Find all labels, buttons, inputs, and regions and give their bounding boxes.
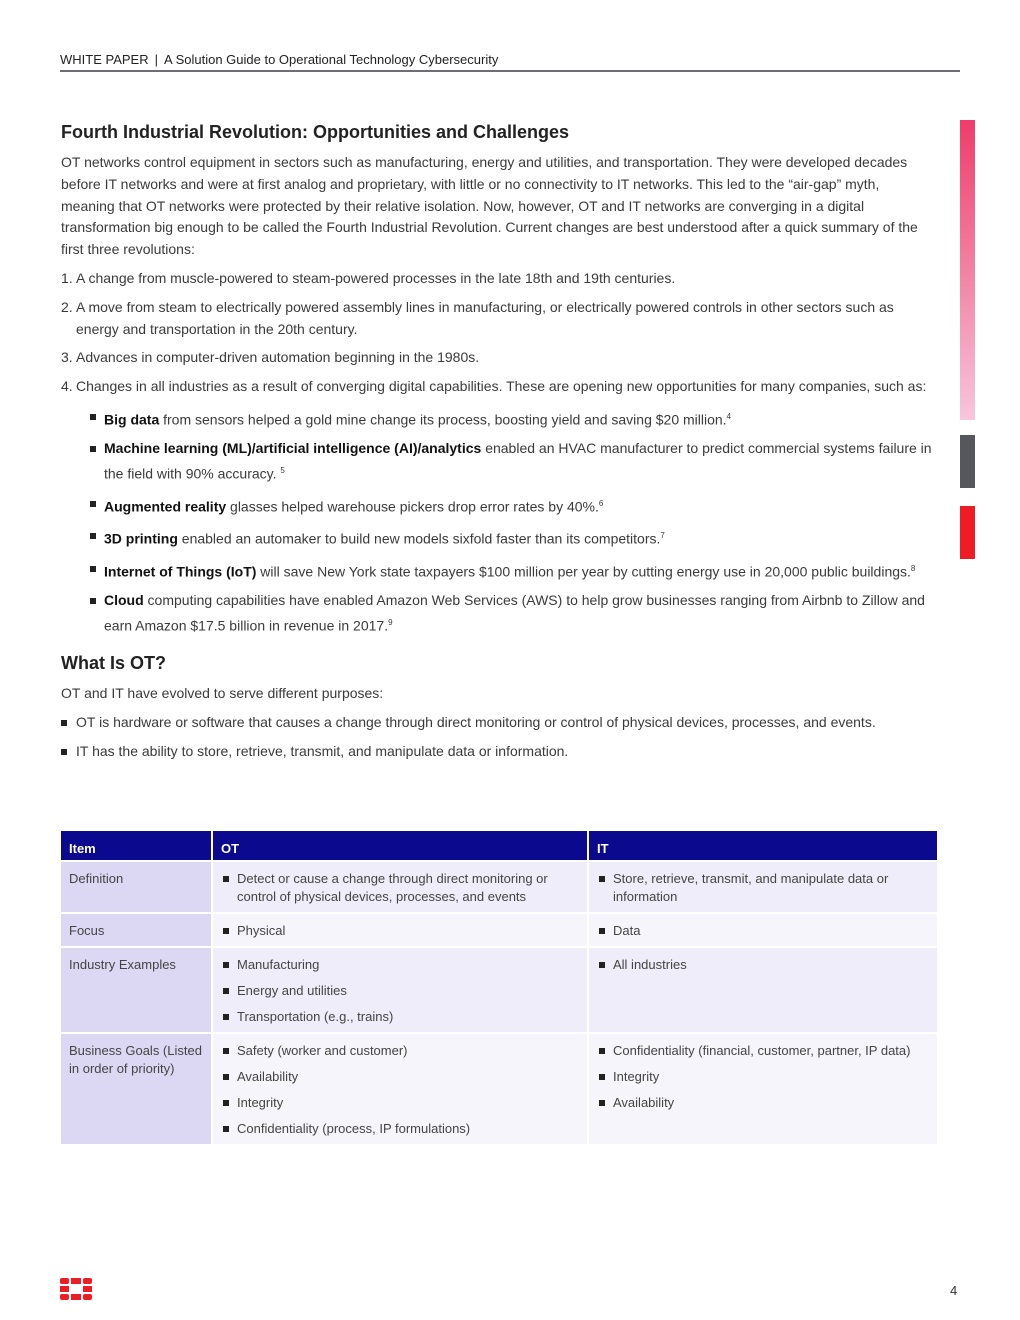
example-term: Internet of Things (IoT) xyxy=(104,563,257,580)
ot-it-bullets xyxy=(61,712,936,763)
list-item xyxy=(76,406,936,431)
example-term: Cloud xyxy=(104,592,144,609)
footnote-ref: 7 xyxy=(660,531,665,541)
revolution-intro: OT networks control equipment in sectors such as manufacturing, energy and utilities, and transportation. They were developed decades before IT networks and were at first analog and proprietary, with little or no connectivity to IT networks. This led to the “air-gap” myth, meaning that OT networks were protected by their relative isolation. Now, however, OT and IT networks are converging in a digital transformation big enough to be called the Fourth Industrial Revolution. Current changes are best understood after a quick summary of the first three revolutions: xyxy=(61,154,918,258)
example-text: enabled an HVAC manufacturer to predict commercial systems failure in the field with 90% accuracy. xyxy=(104,440,932,482)
ot-intro: OT and IT have evolved to serve different purposes: xyxy=(61,685,384,702)
table-row xyxy=(61,913,938,947)
example-text: from sensors helped a gold mine change its process, boosting yield and saving $20 million. xyxy=(159,411,727,428)
column-header-it: IT xyxy=(588,831,938,861)
list-item: Energy and utilities xyxy=(221,982,579,1000)
list-item: Store, retrieve, transmit, and manipulate data or information xyxy=(597,870,929,906)
example-text: enabled an automaker to build new models sixfold faster than its competitors. xyxy=(177,530,661,547)
list-item xyxy=(76,558,936,583)
list-item: Integrity xyxy=(597,1068,929,1086)
footnote-ref: 8 xyxy=(910,563,916,573)
list-item xyxy=(76,493,936,518)
list-item: Integrity xyxy=(221,1094,579,1112)
list-item xyxy=(76,525,936,550)
list-item: Manufacturing xyxy=(221,956,579,974)
list-item xyxy=(61,347,936,369)
section-heading-revolution: Fourth Industrial Revolution: Opportunities and Challenges xyxy=(61,122,570,142)
list-item: Safety (worker and customer) xyxy=(221,1042,579,1060)
example-text: glasses helped warehouse pickers drop error rates by 40%. xyxy=(226,498,599,515)
row-label: Industry Examples xyxy=(61,947,212,1033)
table-header-row xyxy=(61,831,938,861)
footnote-ref: 5 xyxy=(280,466,285,476)
example-text: will save New York state taxpayers $100 million per year by cutting energy use in 20,000 public buildings. xyxy=(256,563,911,580)
accent-bar-gray xyxy=(960,435,975,488)
list-number: 2. xyxy=(61,298,73,315)
footnote-ref: 4 xyxy=(726,411,732,421)
ot-cell xyxy=(212,913,588,947)
it-cell xyxy=(588,1033,938,1144)
table-row xyxy=(61,861,938,913)
ot-cell xyxy=(212,861,588,913)
list-item: Transportation (e.g., trains) xyxy=(221,1008,579,1026)
example-term: 3D printing xyxy=(104,530,178,547)
ot-cell xyxy=(212,1033,588,1144)
list-item: Data xyxy=(597,922,929,940)
list-number: 3. xyxy=(61,349,73,366)
opportunity-list xyxy=(76,406,936,637)
list-item xyxy=(76,438,936,485)
list-item: IT has the ability to store, retrieve, transmit, and manipulate data or information. xyxy=(61,741,936,763)
example-term: Big data xyxy=(104,411,160,428)
it-cell xyxy=(588,947,938,1033)
list-item: All industries xyxy=(597,956,929,974)
list-item: OT is hardware or software that causes a change through direct monitoring or control of physical devices, processes, and events. xyxy=(61,712,936,734)
row-label: Focus xyxy=(61,913,212,947)
column-header-ot: OT xyxy=(212,831,588,861)
list-text: Changes in all industries as a result of converging digital capabilities. These are opening new opportunities for many companies, such as: xyxy=(76,378,927,395)
list-item xyxy=(76,590,936,637)
page-header xyxy=(60,52,960,72)
it-cell xyxy=(588,913,938,947)
list-item: Confidentiality (process, IP formulations) xyxy=(221,1120,579,1138)
list-text: Advances in computer-driven automation beginning in the 1980s. xyxy=(76,349,480,366)
ot-it-comparison-table xyxy=(61,831,939,1144)
row-label: Business Goals (Listed in order of priority) xyxy=(61,1033,212,1144)
list-item xyxy=(61,376,936,637)
list-item xyxy=(61,268,936,290)
list-item: Detect or cause a change through direct monitoring or control of physical devices, processes, and events xyxy=(221,870,579,906)
main-content xyxy=(61,120,936,770)
table-row xyxy=(61,1033,938,1144)
list-number: 4. xyxy=(61,378,73,395)
list-item: Confidentiality (financial, customer, partner, IP data) xyxy=(597,1042,929,1060)
list-item: Availability xyxy=(597,1094,929,1112)
example-text: computing capabilities have enabled Amazon Web Services (AWS) to help grow businesses ranging from Airbnb to Zillow and earn Amazon $17.5 billion in revenue in 2017. xyxy=(104,592,925,634)
list-item xyxy=(61,297,936,341)
list-item: Physical xyxy=(221,922,579,940)
list-item: Availability xyxy=(221,1068,579,1086)
accent-bar-gradient xyxy=(960,120,975,420)
footnote-ref: 9 xyxy=(388,617,393,627)
header-label: WHITE PAPER xyxy=(60,52,149,67)
ot-cell xyxy=(212,947,588,1033)
list-text: A move from steam to electrically powered assembly lines in manufacturing, or electrically powered controls in other sectors such as energy and transportation in the 20th century. xyxy=(76,298,894,337)
header-title: A Solution Guide to Operational Technology Cybersecurity xyxy=(164,52,499,67)
list-text: A change from muscle-powered to steam-powered processes in the late 18th and 19th centuries. xyxy=(76,269,676,286)
header-separator: | xyxy=(154,52,158,67)
column-header-item: Item xyxy=(61,831,212,861)
accent-bar-red xyxy=(960,506,975,559)
it-cell xyxy=(588,861,938,913)
fortinet-logo-icon xyxy=(60,1278,92,1300)
footnote-ref: 6 xyxy=(598,498,604,508)
section-heading-what-is-ot: What Is OT? xyxy=(61,653,166,674)
list-number: 1. xyxy=(61,269,73,286)
page-number: 4 xyxy=(950,1283,958,1298)
example-term: Machine learning (ML)/artificial intelligence (AI)/analytics xyxy=(104,440,482,457)
example-term: Augmented reality xyxy=(104,498,227,515)
revolution-list xyxy=(61,268,936,637)
table-row xyxy=(61,947,938,1033)
row-label: Definition xyxy=(61,861,212,913)
